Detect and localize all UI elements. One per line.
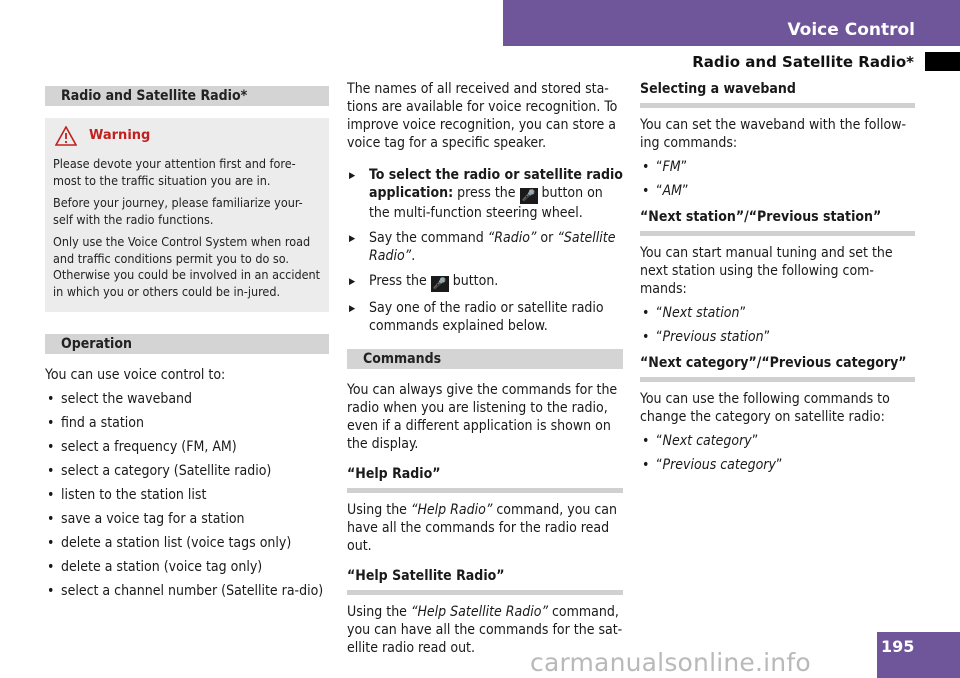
body-text: command, you can have all the commands for the radio read out.	[347, 502, 618, 554]
list-item: • “Next station”	[640, 304, 915, 322]
step-text: .	[411, 248, 416, 264]
list-item: • select the waveband	[45, 390, 329, 408]
warning-paragraph: Please devote your attention first and fore-most to the traffic situation you are in.	[53, 156, 296, 188]
list-item: • “AM”	[640, 182, 915, 200]
help-satellite-heading: “Help Satellite Radio”	[347, 567, 623, 595]
body-text: Using the	[347, 604, 411, 620]
commands-paragraph: You can always give the commands for the radio when you are listening to the radio, even if a different application is shown on the display.	[347, 382, 618, 452]
list-item: • delete a station (voice tag only)	[45, 558, 329, 576]
warning-header	[55, 126, 321, 146]
command-text: “Radio”	[487, 230, 537, 246]
step-text: button on the multi-function steering wheel.	[369, 185, 603, 221]
command-text: Next station	[662, 305, 740, 321]
category-list	[640, 432, 915, 474]
page-number: 195	[881, 637, 915, 656]
command-text: AM	[662, 183, 683, 199]
list-item: • delete a station list (voice tags only)	[45, 534, 329, 552]
list-item: • select a frequency (FM, AM)	[45, 438, 329, 456]
warning-triangle-icon	[55, 126, 77, 146]
voice-control-icon: 🎤	[431, 276, 449, 292]
section-bar-radio: Radio and Satellite Radio*	[45, 86, 329, 106]
operation-list	[45, 390, 329, 600]
command-text: “Satellite Radio”	[369, 230, 616, 264]
step-text: Say the command	[369, 230, 488, 246]
list-item: • save a voice tag for a station	[45, 510, 329, 528]
step-item	[347, 229, 623, 265]
step-item	[347, 272, 623, 292]
command-text: “Help Satellite Radio”	[410, 604, 548, 620]
list-item: • “FM”	[640, 158, 915, 176]
steps-list	[347, 166, 623, 335]
column-left	[45, 86, 329, 606]
command-text: Previous station	[662, 329, 764, 345]
section-tab-marker	[925, 52, 960, 71]
command-text: “Help Radio”	[410, 502, 493, 518]
list-item: • “Previous category”	[640, 456, 915, 474]
step-text: press the	[453, 185, 520, 201]
list-item: • select a category (Satellite radio)	[45, 462, 329, 480]
body-text: command, you can have all the commands for the sat-ellite radio read out.	[347, 604, 623, 656]
waveband-list	[640, 158, 915, 200]
voice-control-icon: 🎤	[520, 188, 538, 204]
category-paragraph: You can use the following commands to change the category on satellite radio:	[640, 391, 890, 425]
section-bar-operation: Operation	[45, 334, 329, 354]
column-middle	[347, 80, 623, 657]
section-bar-commands: Commands	[347, 349, 623, 369]
list-item: • listen to the station list	[45, 486, 329, 504]
station-paragraph: You can start manual tuning and set the next station using the following com-mands:	[640, 245, 893, 297]
command-text: Next category	[662, 433, 752, 449]
help-radio-paragraph	[347, 501, 623, 555]
station-list	[640, 304, 915, 346]
station-heading: “Next station”/“Previous station”	[640, 208, 915, 236]
warning-paragraph: Only use the Voice Control System when road and traffic conditions permit you to do so. Otherwise you could be involved in an accident in which you or others could be in-jured.	[53, 234, 321, 299]
step-text: Press the	[369, 273, 431, 289]
section-title: Voice Control	[787, 20, 915, 40]
column-right	[640, 80, 915, 480]
help-radio-heading: “Help Radio”	[347, 465, 623, 493]
command-text: FM	[662, 159, 681, 175]
body-text: Using the	[347, 502, 411, 518]
watermark-text: carmanualsonline.info	[530, 648, 811, 677]
warning-label: Warning	[89, 128, 151, 143]
warning-paragraph: Before your journey, please familiarize your-self with the radio functions.	[53, 195, 303, 227]
waveband-paragraph: You can set the waveband with the follow-ing commands:	[640, 117, 907, 151]
command-text: Previous category	[662, 457, 776, 473]
category-heading: “Next category”/“Previous category”	[640, 354, 915, 382]
list-item: • find a station	[45, 414, 329, 432]
step-text: or	[536, 230, 558, 246]
step-bold: To select the radio or satellite radio application:	[369, 167, 623, 201]
list-item: • “Next category”	[640, 432, 915, 450]
step-item	[347, 166, 623, 222]
list-item: • “Previous station”	[640, 328, 915, 346]
step-item: ▶ Say one of the radio or satellite radio commands explained below.	[347, 299, 623, 335]
intro-paragraph: The names of all received and stored sta-tions are available for voice recognition. To improve voice recognition, you can store a voice tag for a specific speaker.	[347, 81, 618, 151]
step-text: button.	[448, 273, 499, 289]
operation-intro: You can use voice control to:	[45, 367, 226, 383]
warning-box	[45, 118, 329, 312]
waveband-heading: Selecting a waveband	[640, 80, 915, 108]
subsection-title: Radio and Satellite Radio*	[692, 53, 914, 71]
list-item: • select a channel number (Satellite ra-dio)	[45, 582, 329, 600]
